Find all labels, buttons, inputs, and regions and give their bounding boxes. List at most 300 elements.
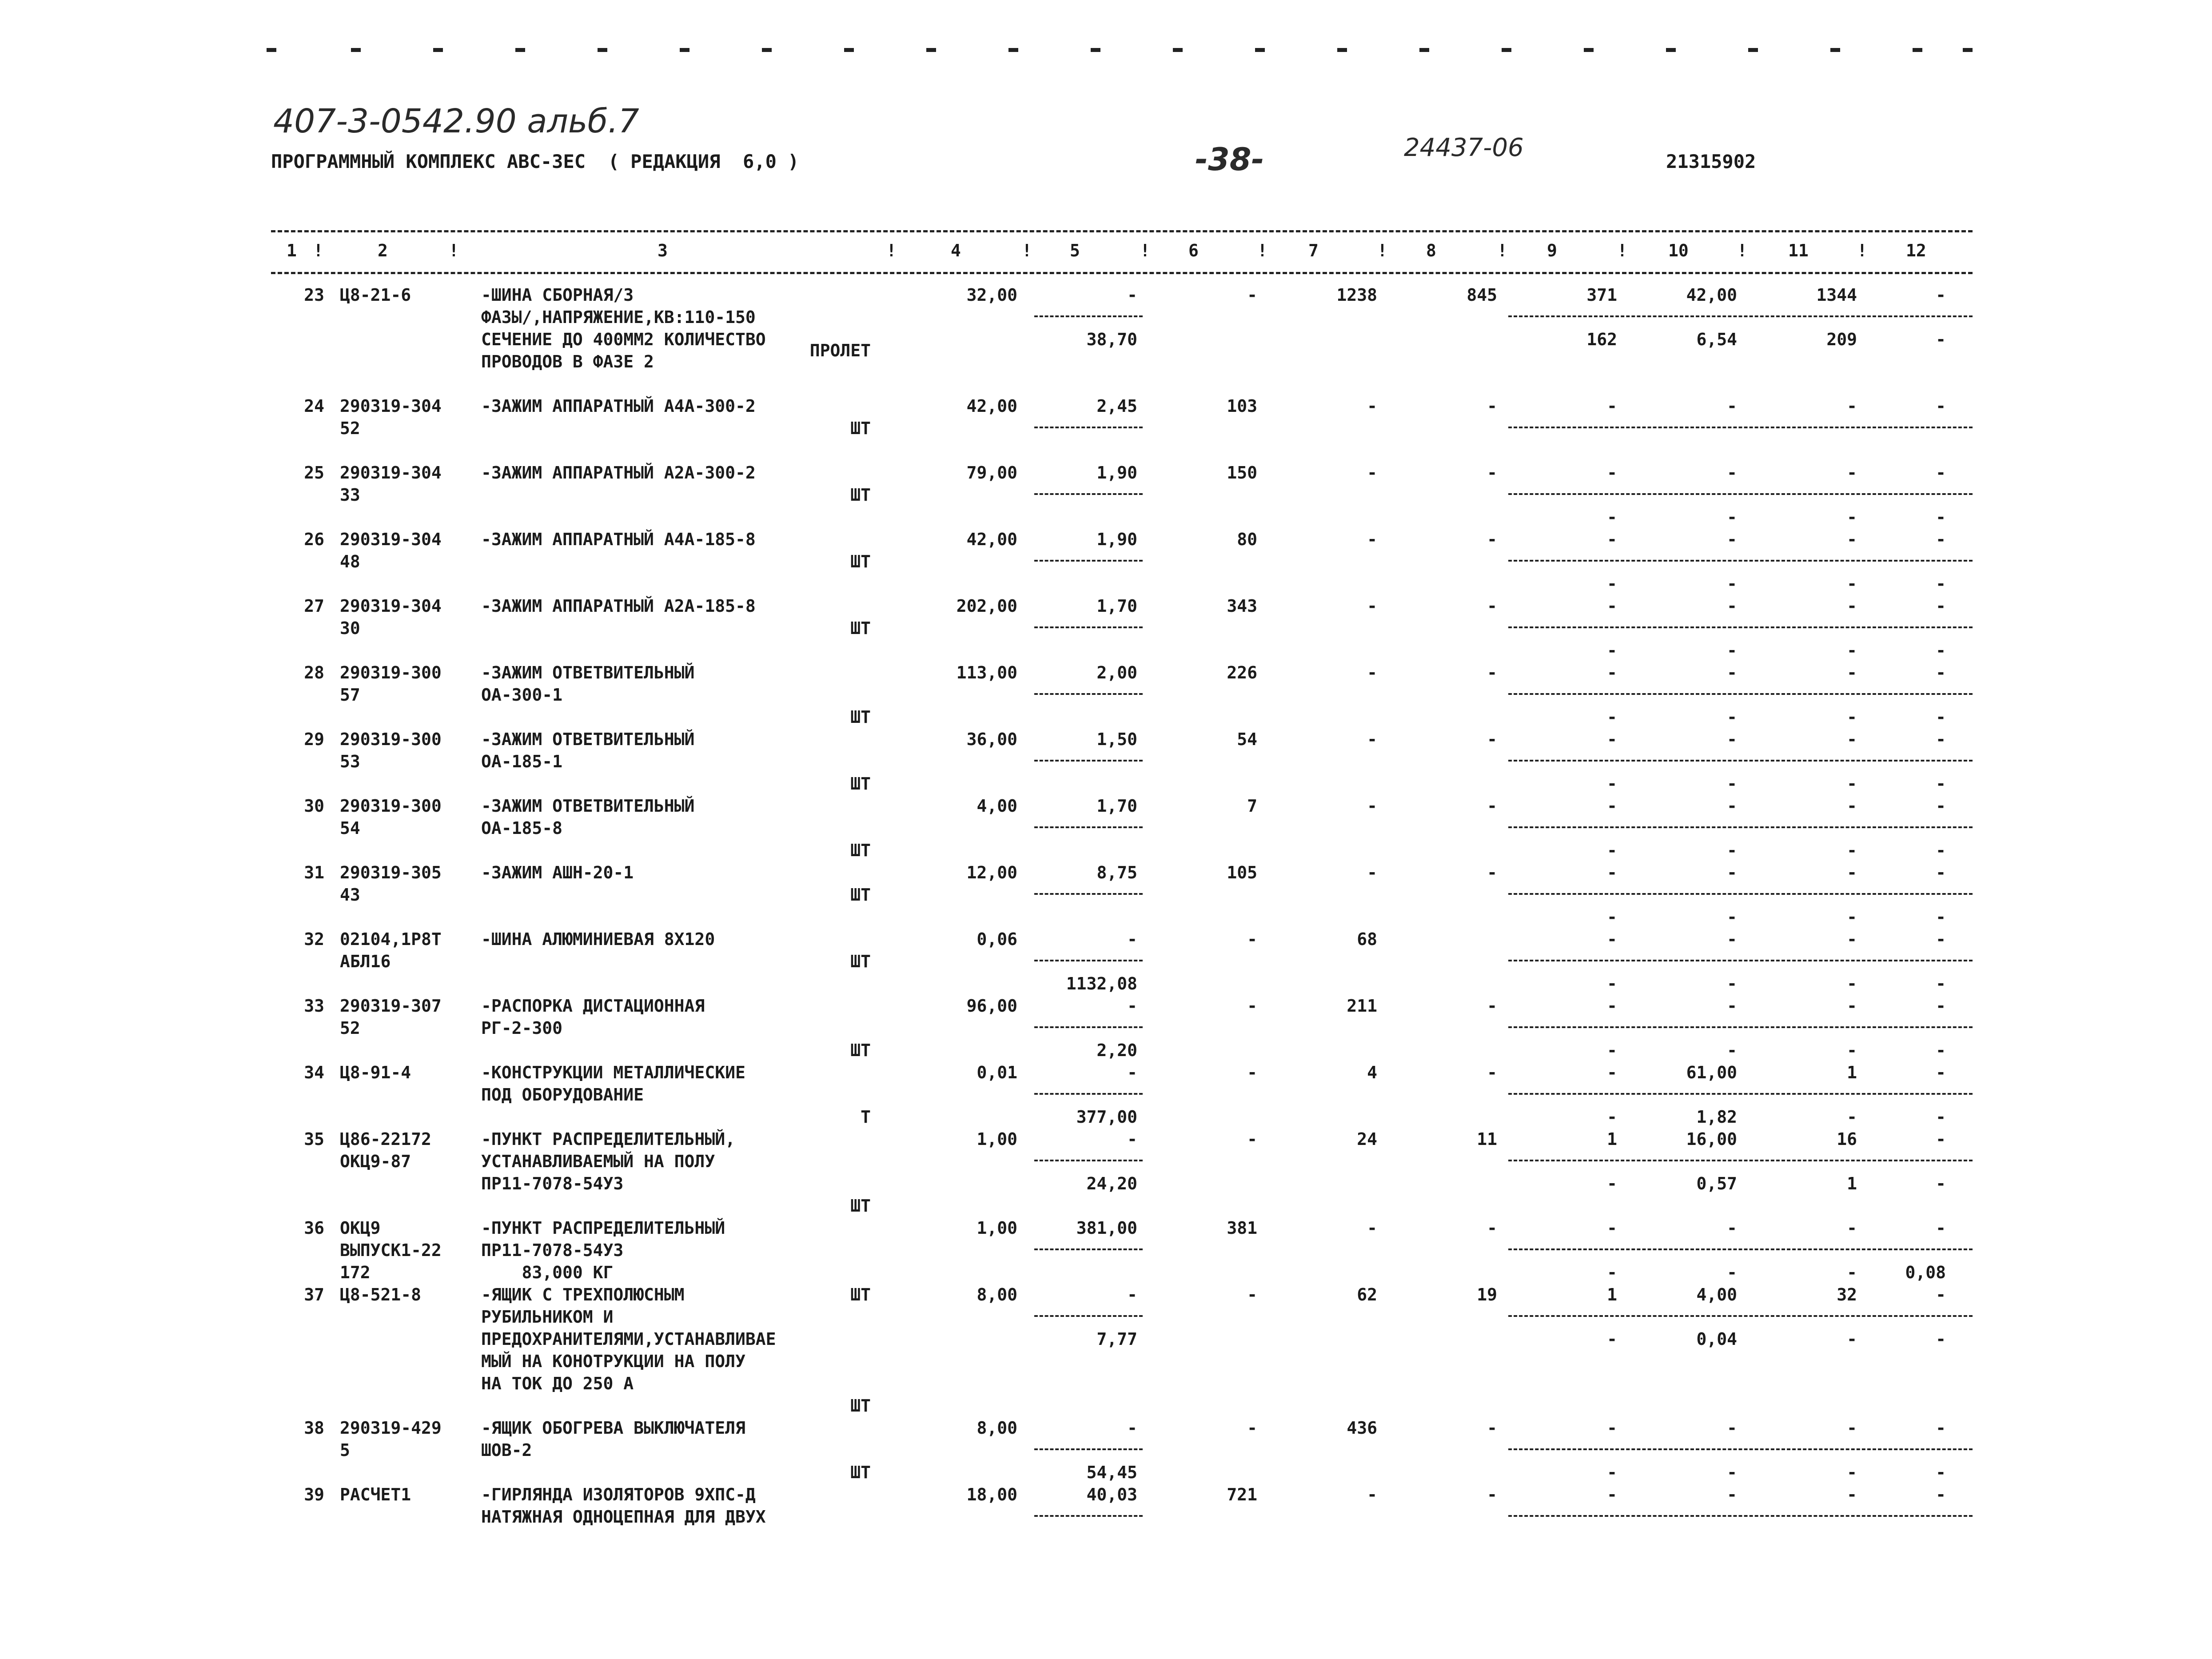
unit-label: ШТ <box>850 952 871 971</box>
col12-subvalue: - <box>1936 974 1946 993</box>
col5-value: - <box>1127 996 1137 1016</box>
col-head-10: 10 <box>1668 241 1689 260</box>
col6-value: 103 <box>1227 396 1257 416</box>
cell-separator <box>1034 1515 1143 1517</box>
item-code: 33 <box>340 485 360 505</box>
cell-separator <box>1034 1160 1143 1161</box>
item-description: НАТЯЖНАЯ ОДНОЦЕПНАЯ ДЛЯ ДВУХ <box>481 1507 766 1527</box>
unit-label: ШТ <box>850 774 871 794</box>
col-head-8: 8 <box>1426 241 1436 260</box>
col5-value: 1,90 <box>1096 463 1137 483</box>
col10-value: - <box>1727 730 1737 749</box>
col9-value: - <box>1607 996 1617 1016</box>
col11-value: 1 <box>1847 1063 1857 1082</box>
col6-value: - <box>1247 1418 1257 1438</box>
col8-value: - <box>1487 863 1497 882</box>
col12-value: - <box>1936 1129 1946 1149</box>
col12-value: - <box>1936 530 1946 549</box>
row-number: 24 <box>304 396 324 416</box>
col11-value: - <box>1847 663 1857 682</box>
col5-subvalue: 7,77 <box>1096 1329 1137 1349</box>
row-number: 23 <box>304 285 324 305</box>
col9-value: 1 <box>1607 1285 1617 1304</box>
document-code: 21315902 <box>1666 151 1756 172</box>
item-code: 172 <box>340 1263 371 1282</box>
col10-value: - <box>1727 663 1737 682</box>
col7-value: 62 <box>1357 1285 1377 1304</box>
col-head-2: 2 <box>378 241 388 260</box>
unit-label: ШТ <box>850 841 871 860</box>
col5-subvalue: 24,20 <box>1086 1174 1137 1193</box>
row-number: 25 <box>304 463 324 483</box>
col4-quantity: 32,00 <box>966 285 1017 305</box>
item-code: ВЫПУСК1-22 <box>340 1240 442 1260</box>
item-description: ОА-300-1 <box>481 685 563 705</box>
cell-separator <box>1508 1093 1973 1095</box>
col4-quantity: 18,00 <box>966 1485 1017 1504</box>
col11-value: - <box>1847 1218 1857 1238</box>
col10-subvalue: 0,57 <box>1696 1174 1737 1193</box>
col10-value: - <box>1727 596 1737 616</box>
col11-value: - <box>1847 530 1857 549</box>
col9-value: - <box>1607 1485 1617 1504</box>
row-number: 37 <box>304 1285 324 1304</box>
col10-subvalue: - <box>1727 641 1737 660</box>
col11-subvalue: - <box>1847 907 1857 927</box>
col12-value: - <box>1936 796 1946 816</box>
item-code: АБЛ16 <box>340 952 391 971</box>
col10-subvalue: - <box>1727 907 1737 927</box>
col5-value: 40,03 <box>1086 1485 1137 1504</box>
col-head-6: 6 <box>1188 241 1199 260</box>
cell-separator <box>1508 427 1973 428</box>
col6-value: - <box>1247 929 1257 949</box>
col4-quantity: 8,00 <box>976 1285 1017 1304</box>
item-description: НА ТОК ДО 250 А <box>481 1374 634 1393</box>
page-number: -38- <box>1195 141 1264 178</box>
item-description: -ЗАЖИМ АППАРАТНЫЙ А4А-300-2 <box>481 396 756 416</box>
col9-value: - <box>1607 1218 1617 1238</box>
item-description: ПРОВОДОВ В ФАЗЕ 2 <box>481 352 654 371</box>
col5-value: 8,75 <box>1096 863 1137 882</box>
item-code: 290319-429 <box>340 1418 442 1438</box>
col12-value: - <box>1936 463 1946 483</box>
unit-label: Т <box>861 1107 871 1127</box>
cell-separator <box>1508 893 1973 895</box>
col5-value: 1,90 <box>1096 530 1137 549</box>
col9-subvalue: - <box>1607 1329 1617 1349</box>
cell-separator <box>1508 1315 1973 1317</box>
cell-separator <box>1508 560 1973 562</box>
col11-value: 1344 <box>1816 285 1857 305</box>
col10-subvalue: - <box>1727 974 1737 993</box>
table-header-rule <box>271 272 1973 274</box>
col10-value: - <box>1727 396 1737 416</box>
col9-value: - <box>1607 463 1617 483</box>
col11-value: 32 <box>1837 1285 1857 1304</box>
col11-subvalue: 1 <box>1847 1174 1857 1193</box>
unit-label: ПРОЛЕТ <box>809 341 871 360</box>
col12-value: - <box>1936 1418 1946 1438</box>
col12-subvalue: - <box>1936 774 1946 794</box>
col11-subvalue: - <box>1847 1107 1857 1127</box>
col4-quantity: 96,00 <box>966 996 1017 1016</box>
col6-value: - <box>1247 1129 1257 1149</box>
cell-separator <box>1508 760 1973 762</box>
col11-value: - <box>1847 596 1857 616</box>
row-number: 31 <box>304 863 324 882</box>
cell-separator <box>1508 626 1973 628</box>
col5-value: - <box>1127 285 1137 305</box>
col7-value: - <box>1367 730 1377 749</box>
col12-subvalue: - <box>1936 507 1946 527</box>
col8-value: - <box>1487 730 1497 749</box>
col6-value: - <box>1247 285 1257 305</box>
unit-label: ШТ <box>850 485 871 505</box>
item-description: ФАЗЫ/,НАПРЯЖЕНИЕ,КВ:110-150 <box>481 307 756 327</box>
col9-value: - <box>1607 396 1617 416</box>
col8-value: - <box>1487 663 1497 682</box>
col-head-divider: ! <box>1377 241 1387 260</box>
col9-value: - <box>1607 530 1617 549</box>
col11-value: - <box>1847 796 1857 816</box>
unit-label: ШТ <box>850 552 871 571</box>
item-description: ШОВ-2 <box>481 1440 532 1460</box>
col9-subvalue: - <box>1607 1263 1617 1282</box>
col4-quantity: 42,00 <box>966 396 1017 416</box>
cell-separator <box>1508 493 1973 495</box>
col10-value: - <box>1727 1218 1737 1238</box>
cell-separator <box>1508 1515 1973 1517</box>
cell-separator <box>1034 626 1143 628</box>
unit-label: ШТ <box>850 618 871 638</box>
col5-value: - <box>1127 929 1137 949</box>
item-description: ОА-185-8 <box>481 818 563 838</box>
item-description: -ЯЩИК С ТРЕХПОЛЮСНЫМ <box>481 1285 685 1304</box>
row-number: 28 <box>304 663 324 682</box>
col-head-7: 7 <box>1308 241 1319 260</box>
col11-subvalue: - <box>1847 707 1857 727</box>
col12-value: - <box>1936 285 1946 305</box>
cell-separator <box>1034 1026 1143 1028</box>
col-head-1: 1 <box>287 241 297 260</box>
col11-subvalue: - <box>1847 1329 1857 1349</box>
cell-separator <box>1508 1026 1973 1028</box>
col10-value: - <box>1727 929 1737 949</box>
table-top-rule <box>271 230 1973 232</box>
col5-value: 1,70 <box>1096 796 1137 816</box>
col5-subvalue: 1132,08 <box>1066 974 1137 993</box>
unit-label: ШТ <box>850 419 871 438</box>
handwritten-reference: 407-3-0542.90 альб.7 <box>273 102 639 140</box>
cell-separator <box>1034 1448 1143 1450</box>
col-head-divider: ! <box>1617 241 1627 260</box>
col11-subvalue: - <box>1847 1463 1857 1482</box>
col5-subvalue: 2,20 <box>1096 1041 1137 1060</box>
item-code: 290319-300 <box>340 730 442 749</box>
col12-value: - <box>1936 1285 1946 1304</box>
item-description: -КОНСТРУКЦИИ МЕТАЛЛИЧЕСКИЕ <box>481 1063 745 1082</box>
col9-value: - <box>1607 796 1617 816</box>
col11-subvalue: - <box>1847 507 1857 527</box>
col6-value: 54 <box>1237 730 1257 749</box>
col-head-divider: ! <box>1857 241 1867 260</box>
col5-value: 2,45 <box>1096 396 1137 416</box>
col9-subvalue: - <box>1607 1174 1617 1193</box>
col7-value: - <box>1367 463 1377 483</box>
col8-value: - <box>1487 1218 1497 1238</box>
item-code: 290319-304 <box>340 396 442 416</box>
col12-subvalue: - <box>1936 1329 1946 1349</box>
col-head-divider: ! <box>886 241 897 260</box>
item-description: ПР11-7078-54У3 <box>481 1174 624 1193</box>
col11-value: - <box>1847 463 1857 483</box>
col4-quantity: 113,00 <box>956 663 1017 682</box>
col11-subvalue: 209 <box>1826 330 1857 349</box>
col7-value: - <box>1367 663 1377 682</box>
col4-quantity: 1,00 <box>976 1129 1017 1149</box>
col5-value: 2,00 <box>1096 663 1137 682</box>
col6-value: 343 <box>1227 596 1257 616</box>
item-code: 290319-300 <box>340 663 442 682</box>
item-code: 30 <box>340 618 360 638</box>
cell-separator <box>1508 1160 1973 1161</box>
cell-separator <box>1508 826 1973 828</box>
col10-subvalue: - <box>1727 1463 1737 1482</box>
col8-value: - <box>1487 396 1497 416</box>
col12-value: - <box>1936 596 1946 616</box>
col11-subvalue: - <box>1847 841 1857 860</box>
item-code: Ц8-21-6 <box>340 285 411 305</box>
col10-value: - <box>1727 463 1737 483</box>
col11-subvalue: - <box>1847 1263 1857 1282</box>
item-description: РГ-2-300 <box>481 1018 563 1038</box>
col9-subvalue: - <box>1607 774 1617 794</box>
item-code: ОКЦ9-87 <box>340 1152 411 1171</box>
item-description: -ЯЩИК ОБОГРЕВА ВЫКЛЮЧАТЕЛЯ <box>481 1418 745 1438</box>
item-description: ПР11-7078-54У3 <box>481 1240 624 1260</box>
col9-subvalue: - <box>1607 707 1617 727</box>
cell-separator <box>1034 760 1143 762</box>
col-head-3: 3 <box>658 241 668 260</box>
col10-value: 42,00 <box>1686 285 1737 305</box>
col10-subvalue: - <box>1727 841 1737 860</box>
col12-subvalue: - <box>1936 707 1946 727</box>
col12-value: - <box>1936 1063 1946 1082</box>
item-code: 5 <box>340 1440 350 1460</box>
col-head-5: 5 <box>1070 241 1080 260</box>
col7-value: - <box>1367 596 1377 616</box>
col12-subvalue: - <box>1936 1463 1946 1482</box>
col12-value: - <box>1936 663 1946 682</box>
col5-subvalue: 38,70 <box>1086 330 1137 349</box>
col12-subvalue: - <box>1936 574 1946 594</box>
col9-subvalue: - <box>1607 641 1617 660</box>
col12-subvalue: 0,08 <box>1905 1263 1946 1282</box>
col6-value: 105 <box>1227 863 1257 882</box>
col10-value: - <box>1727 863 1737 882</box>
cell-separator <box>1034 1093 1143 1095</box>
col7-value: - <box>1367 530 1377 549</box>
col7-value: 24 <box>1357 1129 1377 1149</box>
col11-subvalue: - <box>1847 974 1857 993</box>
cell-separator <box>1034 1315 1143 1317</box>
cell-separator <box>1508 1448 1973 1450</box>
col4-quantity: 12,00 <box>966 863 1017 882</box>
col10-value: 4,00 <box>1696 1285 1737 1304</box>
item-code: Ц86-22172 <box>340 1129 431 1149</box>
col11-subvalue: - <box>1847 1041 1857 1060</box>
col-head-4: 4 <box>951 241 961 260</box>
row-number: 38 <box>304 1418 324 1438</box>
item-code: 02104,1Р8Т <box>340 929 442 949</box>
col12-subvalue: - <box>1936 907 1946 927</box>
col8-value: 845 <box>1467 285 1497 305</box>
col8-value: - <box>1487 1485 1497 1504</box>
item-code: 53 <box>340 752 360 771</box>
top-dash-marks <box>267 43 1973 60</box>
col8-value: - <box>1487 596 1497 616</box>
row-number: 32 <box>304 929 324 949</box>
item-code: 48 <box>340 552 360 571</box>
col7-value: 1238 <box>1336 285 1377 305</box>
row-number: 39 <box>304 1485 324 1504</box>
cell-separator <box>1508 960 1973 961</box>
col9-subvalue: 162 <box>1586 330 1617 349</box>
item-code: 54 <box>340 818 360 838</box>
col10-subvalue: - <box>1727 707 1737 727</box>
col8-value: - <box>1487 1418 1497 1438</box>
col-head-12: 12 <box>1906 241 1926 260</box>
col5-value: - <box>1127 1418 1137 1438</box>
item-description: ПОД ОБОРУДОВАНИЕ <box>481 1085 644 1105</box>
col11-subvalue: - <box>1847 574 1857 594</box>
item-code: 290319-304 <box>340 463 442 483</box>
col11-value: - <box>1847 1485 1857 1504</box>
col7-value: - <box>1367 1485 1377 1504</box>
col4-quantity: 0,06 <box>976 929 1017 949</box>
col6-value: 7 <box>1247 796 1257 816</box>
item-code: 43 <box>340 885 360 905</box>
col10-subvalue: 1,82 <box>1696 1107 1737 1127</box>
cell-separator <box>1034 1248 1143 1250</box>
col4-quantity: 0,01 <box>976 1063 1017 1082</box>
col12-subvalue: - <box>1936 330 1946 349</box>
col7-value: - <box>1367 396 1377 416</box>
col4-quantity: 202,00 <box>956 596 1017 616</box>
col9-subvalue: - <box>1607 974 1617 993</box>
col10-subvalue: 0,04 <box>1696 1329 1737 1349</box>
col9-subvalue: - <box>1607 1107 1617 1127</box>
col-head-divider: ! <box>1140 241 1150 260</box>
col4-quantity: 4,00 <box>976 796 1017 816</box>
item-code: 52 <box>340 419 360 438</box>
handwritten-code: 24437-06 <box>1404 133 1524 162</box>
cell-separator <box>1034 893 1143 895</box>
col4-quantity: 1,00 <box>976 1218 1017 1238</box>
col10-subvalue: - <box>1727 1263 1737 1282</box>
col10-value: - <box>1727 796 1737 816</box>
col11-value: - <box>1847 1418 1857 1438</box>
cell-separator <box>1034 427 1143 428</box>
item-description: -ПУНКТ РАСПРЕДЕЛИТЕЛЬНЫЙ, <box>481 1129 735 1149</box>
col6-value: 150 <box>1227 463 1257 483</box>
col6-value: 80 <box>1237 530 1257 549</box>
col5-value: 1,50 <box>1096 730 1137 749</box>
col10-value: 61,00 <box>1686 1063 1737 1082</box>
col6-value: - <box>1247 1285 1257 1304</box>
unit-label: ШТ <box>850 1196 871 1216</box>
cell-separator <box>1034 693 1143 695</box>
col9-value: - <box>1607 663 1617 682</box>
col12-value: - <box>1936 730 1946 749</box>
col9-subvalue: - <box>1607 574 1617 594</box>
col12-subvalue: - <box>1936 641 1946 660</box>
col-head-divider: ! <box>449 241 459 260</box>
unit-label: ШТ <box>850 1041 871 1060</box>
program-title: ПРОГРАММНЫЙ КОМПЛЕКС АВС-ЗЕС ( РЕДАКЦИЯ 6,0 ) <box>271 151 799 172</box>
col-head-divider: ! <box>1257 241 1267 260</box>
col8-value: 11 <box>1477 1129 1497 1149</box>
col12-subvalue: - <box>1936 1041 1946 1060</box>
col-head-divider: ! <box>313 241 323 260</box>
col10-subvalue: - <box>1727 774 1737 794</box>
unit-label: ШТ <box>850 1396 871 1416</box>
item-description: -ЗАЖИМ АППАРАТНЫЙ А4А-185-8 <box>481 530 756 549</box>
cell-separator <box>1034 826 1143 828</box>
col12-subvalue: - <box>1936 841 1946 860</box>
item-description: 83,000 КГ <box>481 1263 614 1282</box>
col-head-9: 9 <box>1547 241 1557 260</box>
col5-value: - <box>1127 1129 1137 1149</box>
row-number: 27 <box>304 596 324 616</box>
item-code: Ц8-91-4 <box>340 1063 411 1082</box>
col7-value: - <box>1367 863 1377 882</box>
item-code: 290319-304 <box>340 530 442 549</box>
col5-value: 1,70 <box>1096 596 1137 616</box>
cell-separator <box>1508 315 1973 317</box>
col5-value: - <box>1127 1063 1137 1082</box>
item-description: РУБИЛЬНИКОМ И <box>481 1307 614 1327</box>
unit-label: ШТ <box>850 1463 871 1482</box>
cell-separator <box>1034 560 1143 562</box>
col7-value: - <box>1367 796 1377 816</box>
item-code: 52 <box>340 1018 360 1038</box>
col9-value: - <box>1607 863 1617 882</box>
col10-value: 16,00 <box>1686 1129 1737 1149</box>
item-description: -ПУНКТ РАСПРЕДЕЛИТЕЛЬНЫЙ <box>481 1218 725 1238</box>
col10-value: - <box>1727 1485 1737 1504</box>
item-description: -ШИНА АЛЮМИНИЕВАЯ 8Х120 <box>481 929 715 949</box>
col6-value: 226 <box>1227 663 1257 682</box>
col9-subvalue: - <box>1607 907 1617 927</box>
col12-value: - <box>1936 929 1946 949</box>
col12-value: - <box>1936 396 1946 416</box>
col9-subvalue: - <box>1607 1463 1617 1482</box>
col9-subvalue: - <box>1607 1041 1617 1060</box>
item-description: -ЗАЖИМ ОТВЕТВИТЕЛЬНЫЙ <box>481 730 695 749</box>
col7-value: 436 <box>1347 1418 1377 1438</box>
row-number: 36 <box>304 1218 324 1238</box>
col11-value: - <box>1847 863 1857 882</box>
col10-subvalue: - <box>1727 507 1737 527</box>
item-code: 290319-305 <box>340 863 442 882</box>
col9-value: - <box>1607 1418 1617 1438</box>
col5-value: - <box>1127 1285 1137 1304</box>
col-head-11: 11 <box>1788 241 1809 260</box>
item-description: УСТАНАВЛИВАЕМЫЙ НА ПОЛУ <box>481 1152 715 1171</box>
item-code: Ц8-521-8 <box>340 1285 422 1304</box>
